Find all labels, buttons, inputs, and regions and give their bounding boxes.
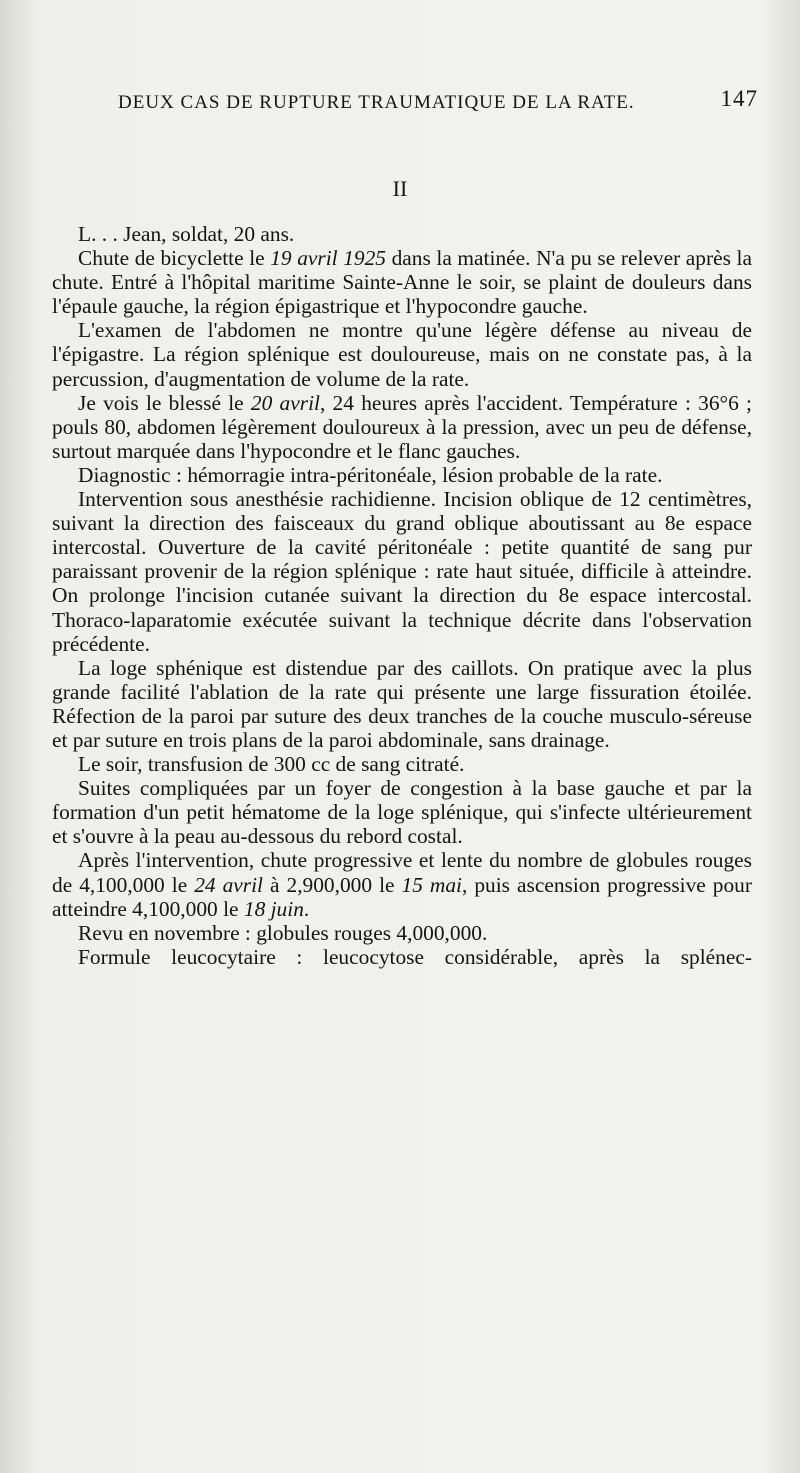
paragraph: Après l'intervention, chute progressive et lente du nombre de globules rouges de 4,100,000 le 24 avril à 2,900,000 le 15 mai, puis ascension progressive pour atteindre 4,100,000 le 18 juin. bbox=[52, 848, 752, 921]
body-text bbox=[52, 222, 752, 969]
paragraph: Chute de bicyclette le 19 avril 1925 dans la matinée. N'a pu se relever après la chute. Entré à l'hôpital maritime Sainte-Anne le soir, se plaint de douleurs dans l'épaule gauche, la région épigastrique et l'hypocondre gauche. bbox=[52, 246, 752, 319]
paragraph: L'examen de l'abdomen ne montre qu'une légère défense au niveau de l'épigastre. La région splénique est douloureuse, mais on ne constate pas, à la percussion, d'augmentation de volume de la rate. bbox=[52, 318, 752, 391]
paragraph: La loge sphénique est distendue par des caillots. On pratique avec la plus grande facilité l'ablation de la rate qui présente une large fissuration étoilée. Réfection de la paroi par suture des deux tranches de la couche musculo-séreuse et par suture en trois plans de la paroi abdominale, sans drainage. bbox=[52, 655, 752, 752]
page-number: 147 bbox=[720, 86, 758, 111]
paragraph: Le soir, transfusion de 300 cc de sang citraté. bbox=[78, 752, 465, 777]
section-heading: II bbox=[392, 176, 408, 201]
paragraph: Intervention sous anesthésie rachidienne. Incision oblique de 12 centimètres, suivant la direction des faisceaux du grand oblique aboutissant au 8e espace intercostal. Ouverture de la cavité péritonéale : petite quantité de sang pur paraissant provenir de la région splénique : rate haut située, difficile à atteindre. On prolonge l'incision cutanée suivant la direction du 8e espace intercostal. Thoraco-laparatomie exécutée suivant la technique décrite dans l'observation précédente. bbox=[52, 487, 752, 656]
running-title: DEUX CAS DE RUPTURE TRAUMATIQUE DE LA RATE. bbox=[118, 92, 635, 113]
paragraph: Revu en novembre : globules rouges 4,000,000. bbox=[78, 920, 488, 945]
paragraph: L. . . Jean, soldat, 20 ans. bbox=[78, 222, 295, 246]
paragraph: Suites compliquées par un foyer de congestion à la base gauche et par la formation d'un petit hématome de la loge splénique, qui s'infecte ultérieurement et s'ouvre à la peau au-dessous du rebord costal. bbox=[52, 776, 752, 849]
paragraph: Je vois le blessé le 20 avril, 24 heures après l'accident. Température : 36°6 ; pouls 80, abdomen légèrement douloureux à la pression, avec un peu de défense, surtout marquée dans l'hypocondre et le flanc gauches. bbox=[52, 390, 752, 463]
paragraph: Diagnostic : hémorragie intra-péritonéale, lésion probable de la rate. bbox=[78, 462, 663, 487]
paragraph: Formule leucocytaire : leucocytose considérable, après la splénec- bbox=[78, 944, 752, 969]
